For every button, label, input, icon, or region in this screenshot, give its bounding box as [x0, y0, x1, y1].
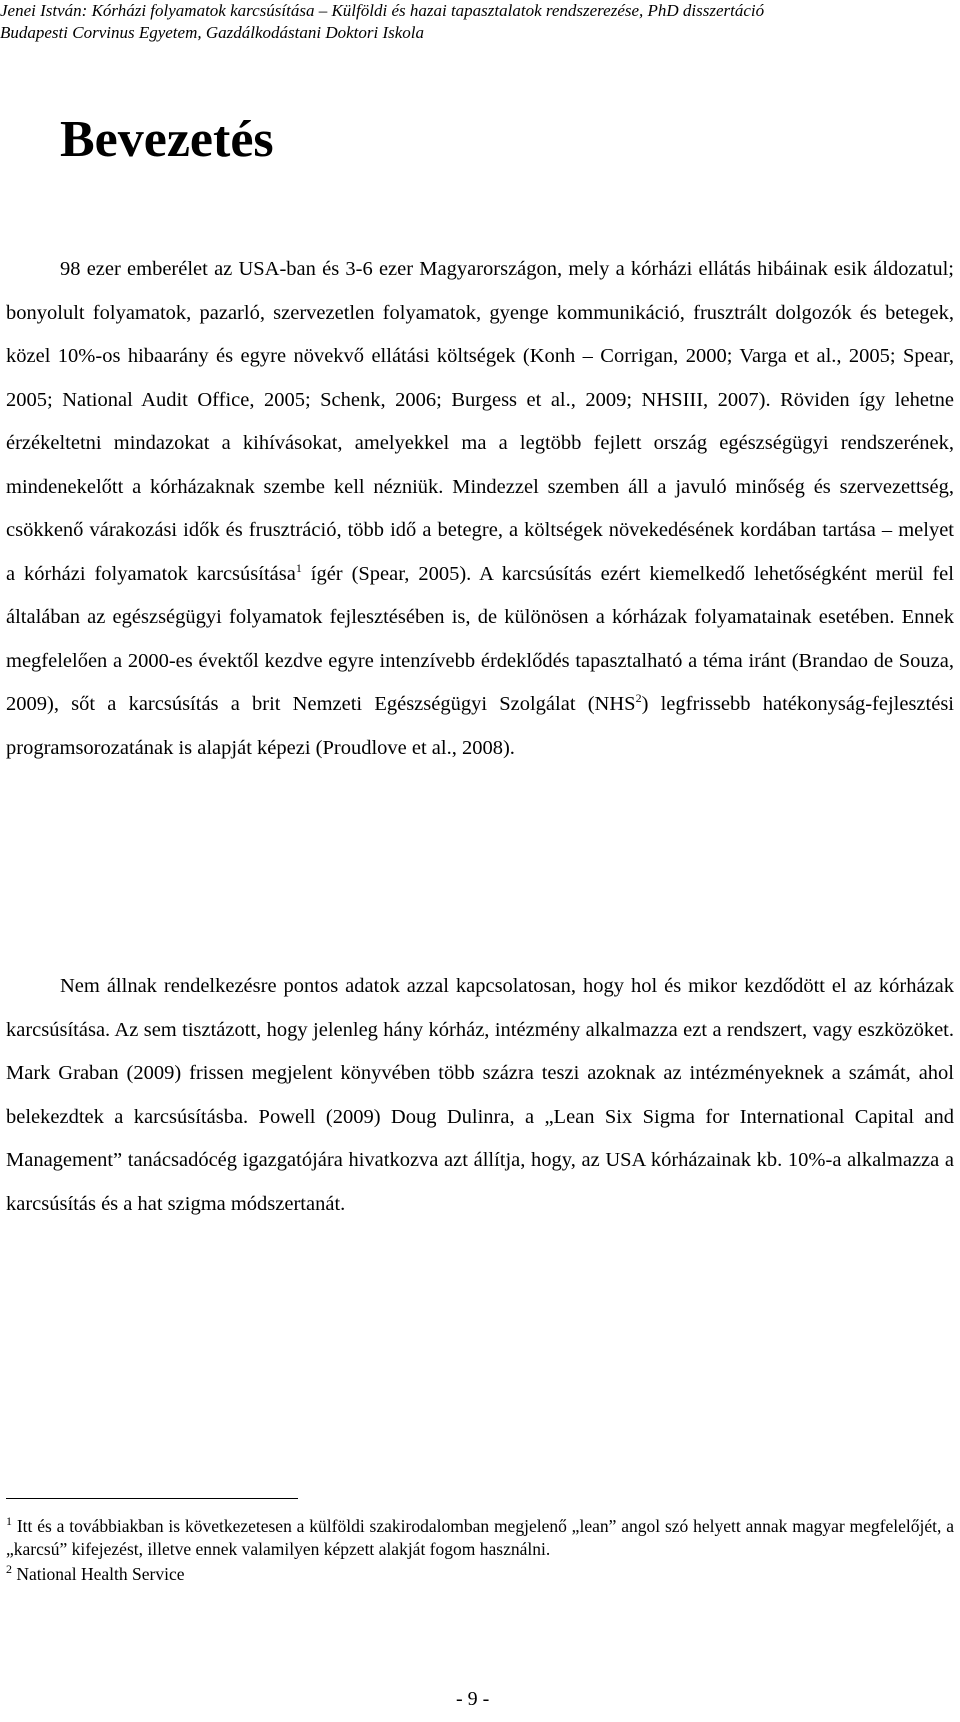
paragraph-intro: [6, 248, 954, 770]
header-line-2: Budapesti Corvinus Egyetem, Gazdálkodástani Doktori Iskola: [0, 23, 425, 42]
footnote-mark-1: 1: [6, 1514, 12, 1529]
footnote-2: [6, 1563, 954, 1586]
paragraph-intro-part2: ígér (Spear, 2005). A karcsúsítás ezért kiemelkedő lehetőségként merül fel általában az egészségügyi folyamatok fejlesztésében is, de különösen a kórházak folyamatainak esetében. Ennek megfelelően a 2000-es évektől kezdve egyre intenzívebb érdeklődés tapasztalható a téma iránt (Brandao de Souza, 2009), sőt a karcsúsítás a brit Nemzeti Egészségügyi Szolgálat (NHS: [6, 562, 954, 715]
footnote-ref-1: 1: [295, 560, 302, 575]
page-number: - 9 -: [456, 1688, 490, 1710]
paragraph-intro-part1: 98 ezer emberélet az USA-ban és 3-6 ezer Magyarországon, mely a kórházi ellátás hibáinak esik áldozatul; bonyolult folyamatok, pazarló, szervezetlen folyamatok, gyenge kommunikáció, frusztrált dolgozók és betegek, közel 10%-os hibaarány és egyre növekvő ellátási költségek (Konh – Corrigan, 2000; Varga et al., 2005; Spear, 2005; National Audit Office, 2005; Schenk, 2006; Burgess et al., 2009; NHSIII, 2007). Röviden így lehetne érzékeltetni mindazokat a kihívásokat, amelyekkel ma a legtöbb fejlett ország egészségügyi rendszerének, mindenekelőtt a kórházaknak szembe kell nézniük. Mindezzel szemben áll a javuló minőség és szervezettség, csökkenő várakozási idők és frusztráció, több idő a betegre, a költségek növekedésének kordában tartása – melyet a kórházi folyamatok karcsúsítása: [6, 258, 954, 585]
paragraph-adoption: [6, 965, 954, 1226]
page-header: [0, 0, 960, 44]
footnote-ref-2: 2: [635, 691, 642, 706]
footnote-text-2: National Health Service: [12, 1564, 185, 1584]
paragraph-adoption-text: Nem állnak rendelkezésre pontos adatok azzal kapcsolatosan, hogy hol és mikor kezdődött el az kórházak karcsúsítása. Az sem tisztázott, hogy jelenleg hány kórház, intézmény alkalmazza ezt a rendszert, vagy eszközöket. Mark Graban (2009) frissen megjelent könyvében több százra teszi azoknak az intézményeknek a számát, ahol belekezdtek a karcsúsításba. Powell (2009) Doug Dulinra, a „Lean Six Sigma for International Capital and Management” tanácsadócég igazgatójára hivatkozva azt állítja, hogy, az USA kórházainak kb. 10%-a alkalmazza a karcsúsítás és a hat szigma módszertanát.: [6, 975, 954, 1215]
footnote-text-1: Itt és a továbbiakban is következetesen a külföldi szakirodalomban megjelenő „lean” angol szó helyett annak magyar megfelelőjét, a „karcsú” kifejezést, illetve ennek valamilyen képzett alakját fogom használni.: [6, 1516, 954, 1559]
footnote-1: [6, 1515, 954, 1561]
footnote-mark-2: 2: [6, 1562, 12, 1577]
header-line-1: Jenei István: Kórházi folyamatok karcsúsítása – Külföldi és hazai tapasztalatok rendszerezése, PhD disszertáció: [0, 1, 765, 20]
footnote-separator: [6, 1498, 298, 1499]
footnotes: [6, 1515, 954, 1586]
paragraph-intro-part3: ) legfrissebb hatékonyság-fejlesztési programsorozatának is alapját képezi (Proudlove et al., 2008).: [6, 693, 954, 759]
chapter-title: Bevezetés: [60, 111, 274, 168]
